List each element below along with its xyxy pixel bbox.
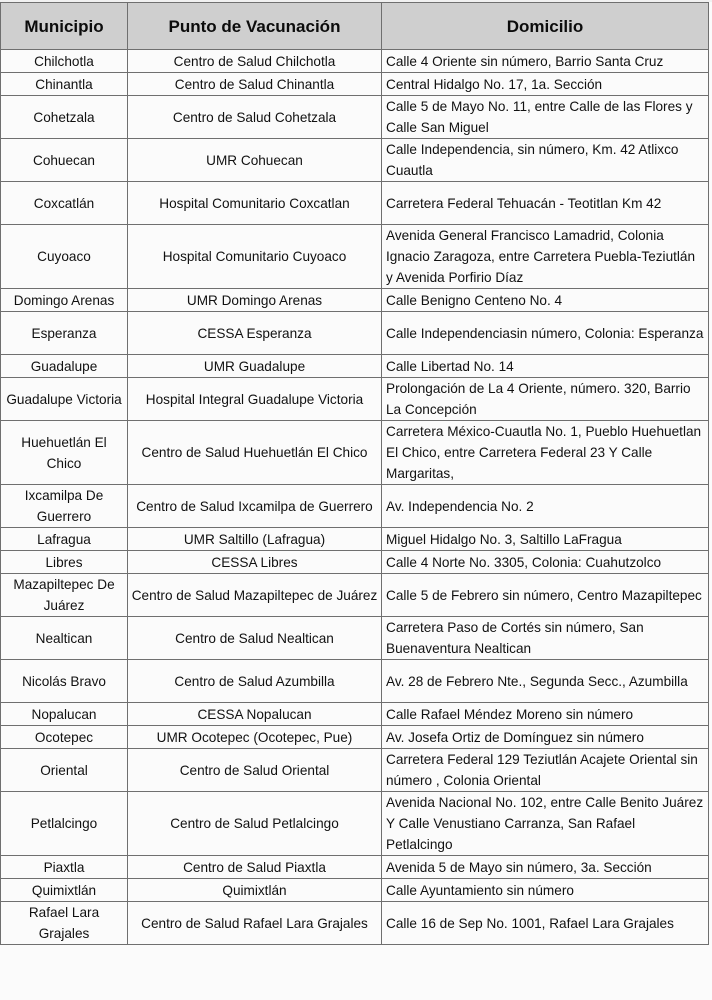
table-row: [1, 660, 709, 703]
cell-punto: Centro de Salud Chinantla: [128, 73, 382, 96]
vaccination-points-table: [0, 2, 709, 945]
cell-municipio: Guadalupe: [1, 355, 128, 378]
table-row: [1, 421, 709, 485]
cell-municipio: Domingo Arenas: [1, 289, 128, 312]
table-row: [1, 50, 709, 73]
cell-municipio: Esperanza: [1, 312, 128, 355]
cell-municipio: Mazapiltepec De Juárez: [1, 574, 128, 617]
cell-punto: CESSA Nopalucan: [128, 703, 382, 726]
table-row: [1, 528, 709, 551]
cell-domicilio: Calle Benigno Centeno No. 4: [382, 289, 709, 312]
cell-municipio: Libres: [1, 551, 128, 574]
cell-punto: Centro de Salud Azumbilla: [128, 660, 382, 703]
cell-domicilio: Avenida Nacional No. 102, entre Calle Benito Juárez Y Calle Venustiano Carranza, San Rafael Petlalcingo: [382, 792, 709, 856]
cell-punto: Centro de Salud Cohetzala: [128, 96, 382, 139]
table-row: [1, 856, 709, 879]
cell-domicilio: Avenida 5 de Mayo sin número, 3a. Sección: [382, 856, 709, 879]
cell-punto: UMR Saltillo (Lafragua): [128, 528, 382, 551]
cell-punto: Centro de Salud Huehuetlán El Chico: [128, 421, 382, 485]
cell-municipio: Quimixtlán: [1, 879, 128, 902]
cell-domicilio: Central Hidalgo No. 17, 1a. Sección: [382, 73, 709, 96]
table-row: [1, 73, 709, 96]
cell-domicilio: Calle 5 de Febrero sin número, Centro Mazapiltepec: [382, 574, 709, 617]
table-row: [1, 378, 709, 421]
cell-municipio: Nealtican: [1, 617, 128, 660]
table-row: [1, 703, 709, 726]
cell-municipio: Cuyoaco: [1, 225, 128, 289]
cell-punto: UMR Domingo Arenas: [128, 289, 382, 312]
cell-municipio: Coxcatlán: [1, 182, 128, 225]
table-row: [1, 726, 709, 749]
cell-punto: Quimixtlán: [128, 879, 382, 902]
cell-punto: UMR Guadalupe: [128, 355, 382, 378]
cell-punto: Hospital Comunitario Cuyoaco: [128, 225, 382, 289]
table-row: [1, 617, 709, 660]
table-row: [1, 139, 709, 182]
cell-domicilio: Calle 16 de Sep No. 1001, Rafael Lara Grajales: [382, 902, 709, 945]
table-row: [1, 312, 709, 355]
cell-domicilio: Calle Libertad No. 14: [382, 355, 709, 378]
cell-domicilio: Calle Independencia, sin número, Km. 42 Atlixco Cuautla: [382, 139, 709, 182]
cell-punto: CESSA Libres: [128, 551, 382, 574]
cell-domicilio: Calle Rafael Méndez Moreno sin número: [382, 703, 709, 726]
table-header: [1, 3, 709, 50]
table-row: [1, 355, 709, 378]
cell-domicilio: Carretera Paso de Cortés sin número, San Buenaventura Nealtican: [382, 617, 709, 660]
table-row: [1, 485, 709, 528]
cell-domicilio: Prolongación de La 4 Oriente, número. 320, Barrio La Concepción: [382, 378, 709, 421]
cell-punto: Centro de Salud Ixcamilpa de Guerrero: [128, 485, 382, 528]
header-municipio: Municipio: [1, 3, 128, 50]
table-row: [1, 749, 709, 792]
cell-punto: Centro de Salud Chilchotla: [128, 50, 382, 73]
cell-municipio: Petlalcingo: [1, 792, 128, 856]
cell-municipio: Cohetzala: [1, 96, 128, 139]
table-row: [1, 289, 709, 312]
table-row: [1, 182, 709, 225]
cell-domicilio: Miguel Hidalgo No. 3, Saltillo LaFragua: [382, 528, 709, 551]
table-row: [1, 225, 709, 289]
cell-punto: Centro de Salud Nealtican: [128, 617, 382, 660]
cell-domicilio: Avenida General Francisco Lamadrid, Colonia Ignacio Zaragoza, entre Carretera Puebla-Teziutlán y Avenida Porfirio Díaz: [382, 225, 709, 289]
cell-municipio: Huehuetlán El Chico: [1, 421, 128, 485]
cell-punto: Centro de Salud Petlalcingo: [128, 792, 382, 856]
table-row: [1, 574, 709, 617]
cell-punto: Centro de Salud Mazapiltepec de Juárez: [128, 574, 382, 617]
cell-domicilio: Carretera Federal 129 Teziutlán Acajete Oriental sin número , Colonia Oriental: [382, 749, 709, 792]
cell-municipio: Lafragua: [1, 528, 128, 551]
table-row: [1, 902, 709, 945]
cell-punto: Hospital Integral Guadalupe Victoria: [128, 378, 382, 421]
cell-domicilio: Av. Independencia No. 2: [382, 485, 709, 528]
cell-punto: Centro de Salud Piaxtla: [128, 856, 382, 879]
cell-municipio: Piaxtla: [1, 856, 128, 879]
cell-municipio: Cohuecan: [1, 139, 128, 182]
table-row: [1, 792, 709, 856]
cell-punto: Hospital Comunitario Coxcatlan: [128, 182, 382, 225]
header-punto-vacunacion: Punto de Vacunación: [128, 3, 382, 50]
cell-domicilio: Calle Independenciasin número, Colonia: Esperanza: [382, 312, 709, 355]
cell-municipio: Oriental: [1, 749, 128, 792]
cell-municipio: Ocotepec: [1, 726, 128, 749]
cell-punto: CESSA Esperanza: [128, 312, 382, 355]
cell-domicilio: Carretera Federal Tehuacán - Teotitlan Km 42: [382, 182, 709, 225]
cell-punto: UMR Cohuecan: [128, 139, 382, 182]
cell-municipio: Nopalucan: [1, 703, 128, 726]
cell-domicilio: Carretera México-Cuautla No. 1, Pueblo Huehuetlan El Chico, entre Carretera Federal 23 Y Calle Margaritas,: [382, 421, 709, 485]
table-body: [1, 50, 709, 945]
cell-domicilio: Av. 28 de Febrero Nte., Segunda Secc., Azumbilla: [382, 660, 709, 703]
cell-municipio: Rafael Lara Grajales: [1, 902, 128, 945]
header-row: [1, 3, 709, 50]
cell-domicilio: Calle 5 de Mayo No. 11, entre Calle de las Flores y Calle San Miguel: [382, 96, 709, 139]
cell-punto: Centro de Salud Rafael Lara Grajales: [128, 902, 382, 945]
cell-domicilio: Calle 4 Oriente sin número, Barrio Santa Cruz: [382, 50, 709, 73]
cell-punto: UMR Ocotepec (Ocotepec, Pue): [128, 726, 382, 749]
cell-domicilio: Calle Ayuntamiento sin número: [382, 879, 709, 902]
cell-domicilio: Av. Josefa Ortiz de Domínguez sin número: [382, 726, 709, 749]
cell-municipio: Chilchotla: [1, 50, 128, 73]
table-row: [1, 879, 709, 902]
table-row: [1, 96, 709, 139]
cell-municipio: Nicolás Bravo: [1, 660, 128, 703]
cell-domicilio: Calle 4 Norte No. 3305, Colonia: Cuahutzolco: [382, 551, 709, 574]
cell-municipio: Chinantla: [1, 73, 128, 96]
cell-municipio: Guadalupe Victoria: [1, 378, 128, 421]
cell-municipio: Ixcamilpa De Guerrero: [1, 485, 128, 528]
table-row: [1, 551, 709, 574]
header-domicilio: Domicilio: [382, 3, 709, 50]
cell-punto: Centro de Salud Oriental: [128, 749, 382, 792]
